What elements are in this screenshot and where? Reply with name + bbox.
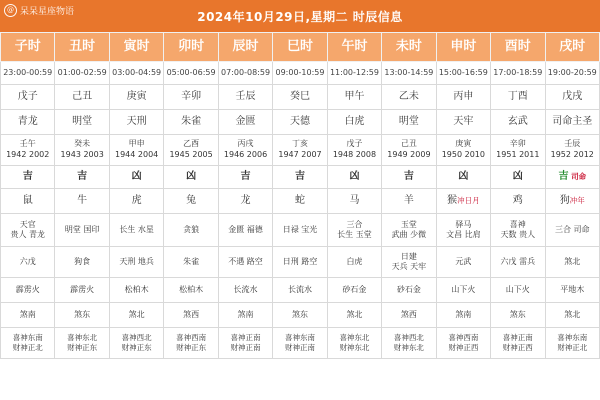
years-cell: 乙酉 1945 2005 xyxy=(164,135,218,166)
time-range-cell: 01:00-02:59 xyxy=(55,62,109,85)
chong-cell: 牛 xyxy=(55,189,109,214)
shensha-cell: 元武 xyxy=(436,247,490,278)
years-cell: 丁亥 1947 2007 xyxy=(273,135,327,166)
taishen-cell: 煞西 xyxy=(164,303,218,328)
chong-highlight: 冲日月 xyxy=(457,196,480,206)
wuxing-cell: 长流水 xyxy=(273,278,327,303)
wuxing-cell: 砂石金 xyxy=(327,278,381,303)
hour-name-cell[interactable]: 子时 xyxy=(1,33,55,62)
hour-table-body xyxy=(1,33,600,359)
shen-cell: 司命主圣 xyxy=(545,110,599,135)
years-cell: 壬辰 1952 2012 xyxy=(545,135,599,166)
shensha-cell: 六戊 雷兵 xyxy=(491,247,545,278)
caishen-cell: 喜神东北 财神正东 xyxy=(55,328,109,359)
years-cell: 丙戌 1946 2006 xyxy=(218,135,272,166)
wuxing-cell: 山下火 xyxy=(491,278,545,303)
hour-name-cell[interactable]: 午时 xyxy=(327,33,381,62)
caishen-cell: 喜神东南 财神正北 xyxy=(545,328,599,359)
star-cell: 天官 贵人 青龙 xyxy=(1,214,55,247)
star-cell: 三合 司命 xyxy=(545,214,599,247)
page-title: 2024年10月29日,星期二 时辰信息 xyxy=(197,9,403,24)
caishen-cell: 喜神西北 财神正东 xyxy=(109,328,163,359)
ganzhi-cell: 甲午 xyxy=(327,85,381,110)
hour-name-cell[interactable]: 申时 xyxy=(436,33,490,62)
shensha-cell: 日建 天兵 天牢 xyxy=(382,247,436,278)
row-wuxing xyxy=(1,278,600,303)
jixiong-cell: 吉 xyxy=(273,166,327,189)
time-range-cell: 11:00-12:59 xyxy=(327,62,381,85)
jixiong-cell: 吉 xyxy=(218,166,272,189)
caishen-cell: 喜神东北 财神东北 xyxy=(327,328,381,359)
jixiong-cell: 凶 xyxy=(491,166,545,189)
row-chong xyxy=(1,189,600,214)
shen-cell: 白虎 xyxy=(327,110,381,135)
time-range-cell: 03:00-04:59 xyxy=(109,62,163,85)
chong-cell: 鼠 xyxy=(1,189,55,214)
time-range-cell: 15:00-16:59 xyxy=(436,62,490,85)
time-range-cell: 13:00-14:59 xyxy=(382,62,436,85)
wuxing-cell: 平地木 xyxy=(545,278,599,303)
chong-cell: 虎 xyxy=(109,189,163,214)
chong-cell: 马 xyxy=(327,189,381,214)
time-range-cell: 23:00-00:59 xyxy=(1,62,55,85)
ganzhi-cell: 壬辰 xyxy=(218,85,272,110)
jixiong-cell: 凶 xyxy=(164,166,218,189)
caishen-cell: 喜神正南 财神正南 xyxy=(218,328,272,359)
jixiong-cell: 凶 xyxy=(109,166,163,189)
ganzhi-cell: 乙未 xyxy=(382,85,436,110)
taishen-cell: 煞南 xyxy=(1,303,55,328)
years-cell: 庚寅 1950 2010 xyxy=(436,135,490,166)
star-cell: 驿马 文昌 比肩 xyxy=(436,214,490,247)
watermark-badge-icon: @ xyxy=(4,4,17,17)
star-cell: 长生 水星 xyxy=(109,214,163,247)
caishen-cell: 喜神西南 财神正东 xyxy=(164,328,218,359)
shen-cell: 玄武 xyxy=(491,110,545,135)
hour-name-cell[interactable]: 辰时 xyxy=(218,33,272,62)
shen-cell: 朱雀 xyxy=(164,110,218,135)
taishen-cell: 煞东 xyxy=(491,303,545,328)
row-taishen xyxy=(1,303,600,328)
shensha-cell: 不遇 路空 xyxy=(218,247,272,278)
row-time-ranges xyxy=(1,62,600,85)
caishen-cell: 喜神东南 财神正北 xyxy=(1,328,55,359)
ganzhi-cell: 丙申 xyxy=(436,85,490,110)
shen-cell: 天刑 xyxy=(109,110,163,135)
wuxing-cell: 山下火 xyxy=(436,278,490,303)
taishen-cell: 煞东 xyxy=(273,303,327,328)
star-cell: 贪狼 xyxy=(164,214,218,247)
years-cell: 辛卯 1951 2011 xyxy=(491,135,545,166)
ganzhi-cell: 癸巳 xyxy=(273,85,327,110)
years-cell: 甲申 1944 2004 xyxy=(109,135,163,166)
time-range-cell: 09:00-10:59 xyxy=(273,62,327,85)
shen-cell: 明堂 xyxy=(382,110,436,135)
taishen-cell: 煞西 xyxy=(382,303,436,328)
wuxing-cell: 霹雳火 xyxy=(1,278,55,303)
caishen-cell: 喜神西南 财神正西 xyxy=(436,328,490,359)
jixiong-cell: 凶 xyxy=(436,166,490,189)
row-star xyxy=(1,214,600,247)
shen-cell: 金匮 xyxy=(218,110,272,135)
ganzhi-cell: 丁酉 xyxy=(491,85,545,110)
time-range-cell: 19:00-20:59 xyxy=(545,62,599,85)
caishen-cell: 喜神正南 财神正西 xyxy=(491,328,545,359)
star-cell: 喜神 天数 贵人 xyxy=(491,214,545,247)
watermark xyxy=(4,4,74,17)
hour-name-cell[interactable]: 卯时 xyxy=(164,33,218,62)
row-hour-names xyxy=(1,33,600,62)
hour-name-cell[interactable]: 戌时 xyxy=(545,33,599,62)
ganzhi-cell: 戊子 xyxy=(1,85,55,110)
taishen-cell: 煞北 xyxy=(109,303,163,328)
caishen-cell: 喜神东南 财神正南 xyxy=(273,328,327,359)
row-jixiong xyxy=(1,166,600,189)
star-cell: 三合 长生 玉堂 xyxy=(327,214,381,247)
jixiong-label: 吉 xyxy=(558,171,569,183)
shen-cell: 青龙 xyxy=(1,110,55,135)
shensha-cell: 煞北 xyxy=(545,247,599,278)
hour-name-cell[interactable]: 寅时 xyxy=(109,33,163,62)
taishen-cell: 煞东 xyxy=(55,303,109,328)
wuxing-cell: 砂石金 xyxy=(382,278,436,303)
ganzhi-cell: 戊戌 xyxy=(545,85,599,110)
row-shen xyxy=(1,110,600,135)
caishen-cell: 喜神西北 财神东北 xyxy=(382,328,436,359)
years-cell: 己丑 1949 2009 xyxy=(382,135,436,166)
shen-cell: 明堂 xyxy=(55,110,109,135)
chong-cell: 鸡 xyxy=(491,189,545,214)
taishen-cell: 煞南 xyxy=(436,303,490,328)
chong-highlight: 冲年 xyxy=(569,196,585,206)
wuxing-cell: 霹雳火 xyxy=(55,278,109,303)
wuxing-cell: 长流水 xyxy=(218,278,272,303)
jixiong-cell: 凶 xyxy=(327,166,381,189)
row-shensha xyxy=(1,247,600,278)
jixiong-cell: 吉 xyxy=(55,166,109,189)
jixiong-cell xyxy=(545,166,599,189)
years-cell: 戊子 1948 2008 xyxy=(327,135,381,166)
row-caishen xyxy=(1,328,600,359)
row-ganzhi xyxy=(1,85,600,110)
shensha-cell: 狗食 xyxy=(55,247,109,278)
shensha-cell: 天刑 地兵 xyxy=(109,247,163,278)
shen-cell: 天德 xyxy=(273,110,327,135)
jixiong-cell: 吉 xyxy=(382,166,436,189)
taishen-cell: 煞南 xyxy=(218,303,272,328)
jixiong-cell: 吉 xyxy=(1,166,55,189)
ganzhi-cell: 庚寅 xyxy=(109,85,163,110)
star-cell: 玉堂 武曲 少微 xyxy=(382,214,436,247)
ganzhi-cell: 辛卯 xyxy=(164,85,218,110)
page-header xyxy=(0,0,600,32)
watermark-label: 呆呆星座物语 xyxy=(20,7,75,17)
wuxing-cell: 松柏木 xyxy=(109,278,163,303)
chong-cell: 蛇 xyxy=(273,189,327,214)
hour-table xyxy=(0,32,600,359)
chong-cell: 龙 xyxy=(218,189,272,214)
shensha-cell: 朱雀 xyxy=(164,247,218,278)
shensha-cell: 白虎 xyxy=(327,247,381,278)
star-cell: 日禄 宝光 xyxy=(273,214,327,247)
ganzhi-cell: 己丑 xyxy=(55,85,109,110)
time-range-cell: 05:00-06:59 xyxy=(164,62,218,85)
hour-name-cell[interactable]: 酉时 xyxy=(491,33,545,62)
hour-name-cell[interactable]: 丑时 xyxy=(55,33,109,62)
hour-name-cell[interactable]: 未时 xyxy=(382,33,436,62)
years-cell: 癸未 1943 2003 xyxy=(55,135,109,166)
hour-name-cell[interactable]: 巳时 xyxy=(273,33,327,62)
jixiong-extra: 司命 xyxy=(568,172,587,182)
shensha-cell: 六戊 xyxy=(1,247,55,278)
taishen-cell: 煞北 xyxy=(545,303,599,328)
chong-cell: 羊 xyxy=(382,189,436,214)
chong-cell: 狗冲年 xyxy=(545,189,599,214)
row-years xyxy=(1,135,600,166)
star-cell: 明堂 国印 xyxy=(55,214,109,247)
shen-cell: 天牢 xyxy=(436,110,490,135)
time-range-cell: 17:00-18:59 xyxy=(491,62,545,85)
chong-cell: 猴冲日月 xyxy=(436,189,490,214)
years-cell: 壬午 1942 2002 xyxy=(1,135,55,166)
wuxing-cell: 松柏木 xyxy=(164,278,218,303)
time-range-cell: 07:00-08:59 xyxy=(218,62,272,85)
chong-cell: 兔 xyxy=(164,189,218,214)
shensha-cell: 日刑 路空 xyxy=(273,247,327,278)
taishen-cell: 煞北 xyxy=(327,303,381,328)
star-cell: 金匮 福德 xyxy=(218,214,272,247)
